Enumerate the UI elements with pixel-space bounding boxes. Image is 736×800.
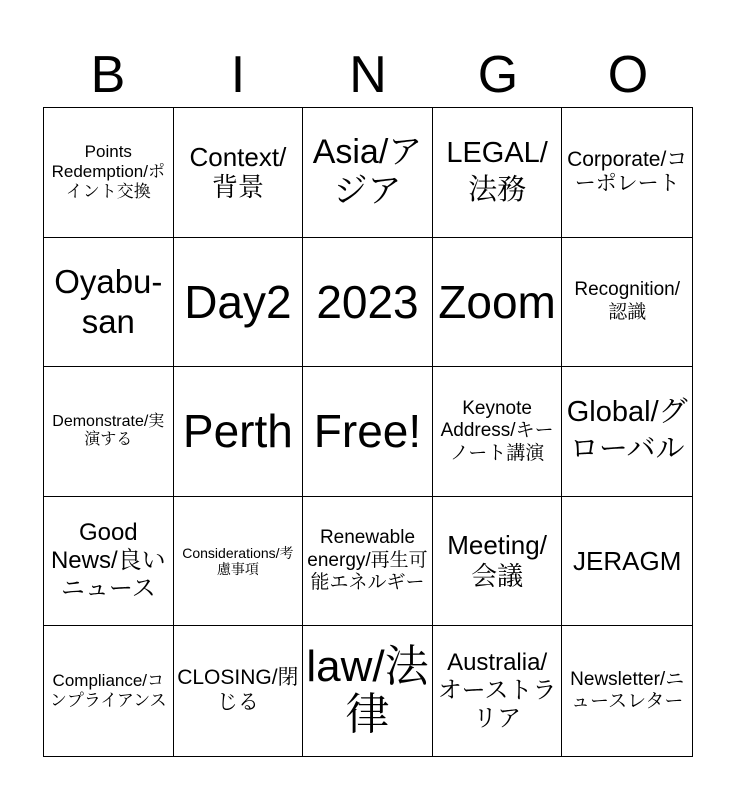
bingo-cell[interactable]: Oyabu-san [44, 238, 174, 368]
header-letter-i: I [230, 46, 246, 104]
header-letter-b: B [90, 46, 126, 104]
bingo-cell[interactable]: CLOSING/閉じる [174, 626, 304, 756]
bingo-cell[interactable]: Good News/良いニュース [44, 497, 174, 627]
bingo-cell[interactable]: Keynote Address/キーノート講演 [433, 367, 563, 497]
bingo-cell[interactable]: LEGAL/法務 [433, 108, 563, 238]
bingo-cell[interactable]: Perth [174, 367, 304, 497]
bingo-cell[interactable]: JERAGM [562, 497, 692, 627]
bingo-cell[interactable]: Meeting/会議 [433, 497, 563, 627]
bingo-header [43, 44, 693, 106]
bingo-cell[interactable]: Zoom [433, 238, 563, 368]
header-letter-o: O [607, 46, 649, 104]
bingo-cell[interactable]: Demonstrate/実演する [44, 367, 174, 497]
bingo-cell[interactable]: 2023 [303, 238, 433, 368]
bingo-cell[interactable]: Considerations/考慮事項 [174, 497, 304, 627]
bingo-cell[interactable]: Points Redemption/ポイント交換 [44, 108, 174, 238]
bingo-cell[interactable]: law/法律 [303, 626, 433, 756]
bingo-cell[interactable]: Recognition/認識 [562, 238, 692, 368]
header-letter-n: N [349, 46, 387, 104]
bingo-cell[interactable]: Australia/オーストラリア [433, 626, 563, 756]
header-letter-g: G [477, 46, 519, 104]
bingo-cell[interactable]: Renewable energy/再生可能エネルギー [303, 497, 433, 627]
free-space[interactable]: Free! [303, 367, 433, 497]
bingo-cell[interactable]: Global/グローバル [562, 367, 692, 497]
bingo-cell[interactable]: Context/背景 [174, 108, 304, 238]
bingo-cell[interactable]: Corporate/コーポレート [562, 108, 692, 238]
bingo-board [43, 107, 693, 757]
bingo-cell[interactable]: Asia/アジア [303, 108, 433, 238]
bingo-cell[interactable]: Compliance/コンプライアンス [44, 626, 174, 756]
bingo-cell[interactable]: Newsletter/ニュースレター [570, 668, 685, 713]
bingo-cell[interactable]: Day2 [174, 238, 304, 368]
